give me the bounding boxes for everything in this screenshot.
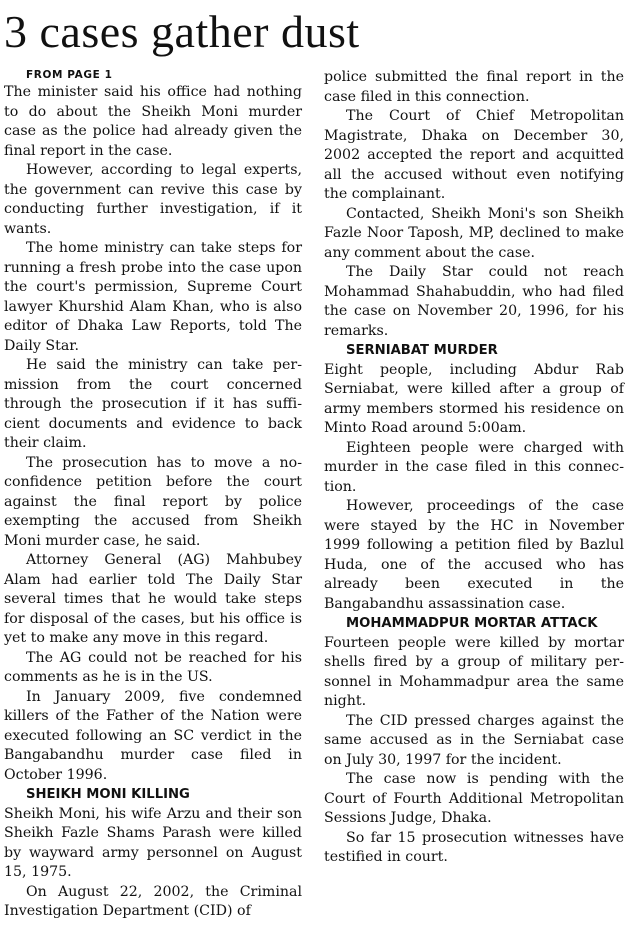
paragraph: The prosecution has to move a no-confidence petition before the court against the final report by police exempting the accused from Sheikh Moni murder case, he said.: [4, 454, 302, 549]
paragraph: The AG could not be reached for his comments as he is in the US.: [4, 649, 302, 685]
paragraph: The case now is pending with the Court of Fourth Additional Metropolitan Sessions Judge, Dhaka.: [324, 771, 624, 826]
subheading-serniabat-murder: SERNIABAT MURDER: [346, 343, 498, 358]
article-column-left: [4, 68, 302, 922]
paragraph: Fourteen people were killed by mortar shells fired by a group of military personnel in Mohammadpur area the same night.: [324, 634, 624, 709]
continuation-kicker: FROM PAGE 1: [26, 69, 113, 81]
paragraph: police submitted the final report in the case filed in this connection.: [324, 69, 624, 105]
paragraph: In January 2009, five condemned killers of the Father of the Nation were executed following an SC verdict in the Bangabandhu murder case filed in October 1996.: [4, 688, 302, 783]
paragraph: Attorney General (AG) Mahbubey Alam had earlier told The Daily Star several times that he would take steps for disposal of the cases, but his office is yet to make any move in this regard.: [4, 552, 302, 646]
paragraph: He said the ministry can take permission from the court concerned through the prosecution if it has sufficient documents and evidence to back their claim.: [4, 357, 302, 451]
paragraph: However, according to legal experts, the government can revive this case by conducting further investigation, if it wants.: [4, 162, 302, 237]
paragraph: The Court of Chief Metropolitan Magistrate, Dhaka on December 30, 2002 accepted the report and acquitted all the accused without even notifying the complainant.: [324, 108, 624, 202]
paragraph: So far 15 prosecution witnesses have testified in court.: [324, 829, 624, 865]
article-column-right: [324, 68, 624, 868]
paragraph: The minister said his office had nothing to do about the Sheikh Moni murder case as the police had already given the final report in the case.: [4, 84, 302, 159]
subheading-sheikh-moni-killing: SHEIKH MONI KILLING: [26, 787, 190, 802]
paragraph: The Daily Star could not reach Mohammad Shahabuddin, who had filed the case on November 20, 1996, for his remarks.: [324, 264, 624, 339]
paragraph: However, proceedings of the case were stayed by the HC in November 1999 following a petition filed by Bazlul Huda, one of the accused who has already been executed in the Bangabandhu assassination case.: [324, 498, 624, 612]
paragraph: Eight people, including Abdur Rab Serniabat, were killed after a group of army members stormed his residence on Minto Road around 5:00am.: [324, 361, 624, 436]
paragraph: The CID pressed charges against the same accused as in the Serniabat case on July 30, 1997 for the incident.: [324, 712, 624, 768]
paragraph: Contacted, Sheikh Moni's son Sheikh Fazle Noor Taposh, MP, declined to make any comment about the case.: [324, 205, 624, 261]
paragraph: Eighteen people were charged with murder in the case filed in this connection.: [324, 439, 624, 495]
headline: 3 cases gather dust: [4, 6, 360, 57]
paragraph: On August 22, 2002, the Criminal Investigation Department (CID) of: [4, 883, 302, 919]
paragraph: The home ministry can take steps for running a fresh probe into the case upon the court's permission, Supreme Court lawyer Khurshid Alam Khan, who is also editor of Dhaka Law Reports, told The Daily Star.: [4, 240, 302, 354]
subheading-mohammadpur-mortar-attack: MOHAMMADPUR MORTAR ATTACK: [346, 616, 598, 631]
paragraph: Sheikh Moni, his wife Arzu and their son Sheikh Fazle Shams Parash were killed by wayward army personnel on August 15, 1975.: [4, 805, 302, 880]
